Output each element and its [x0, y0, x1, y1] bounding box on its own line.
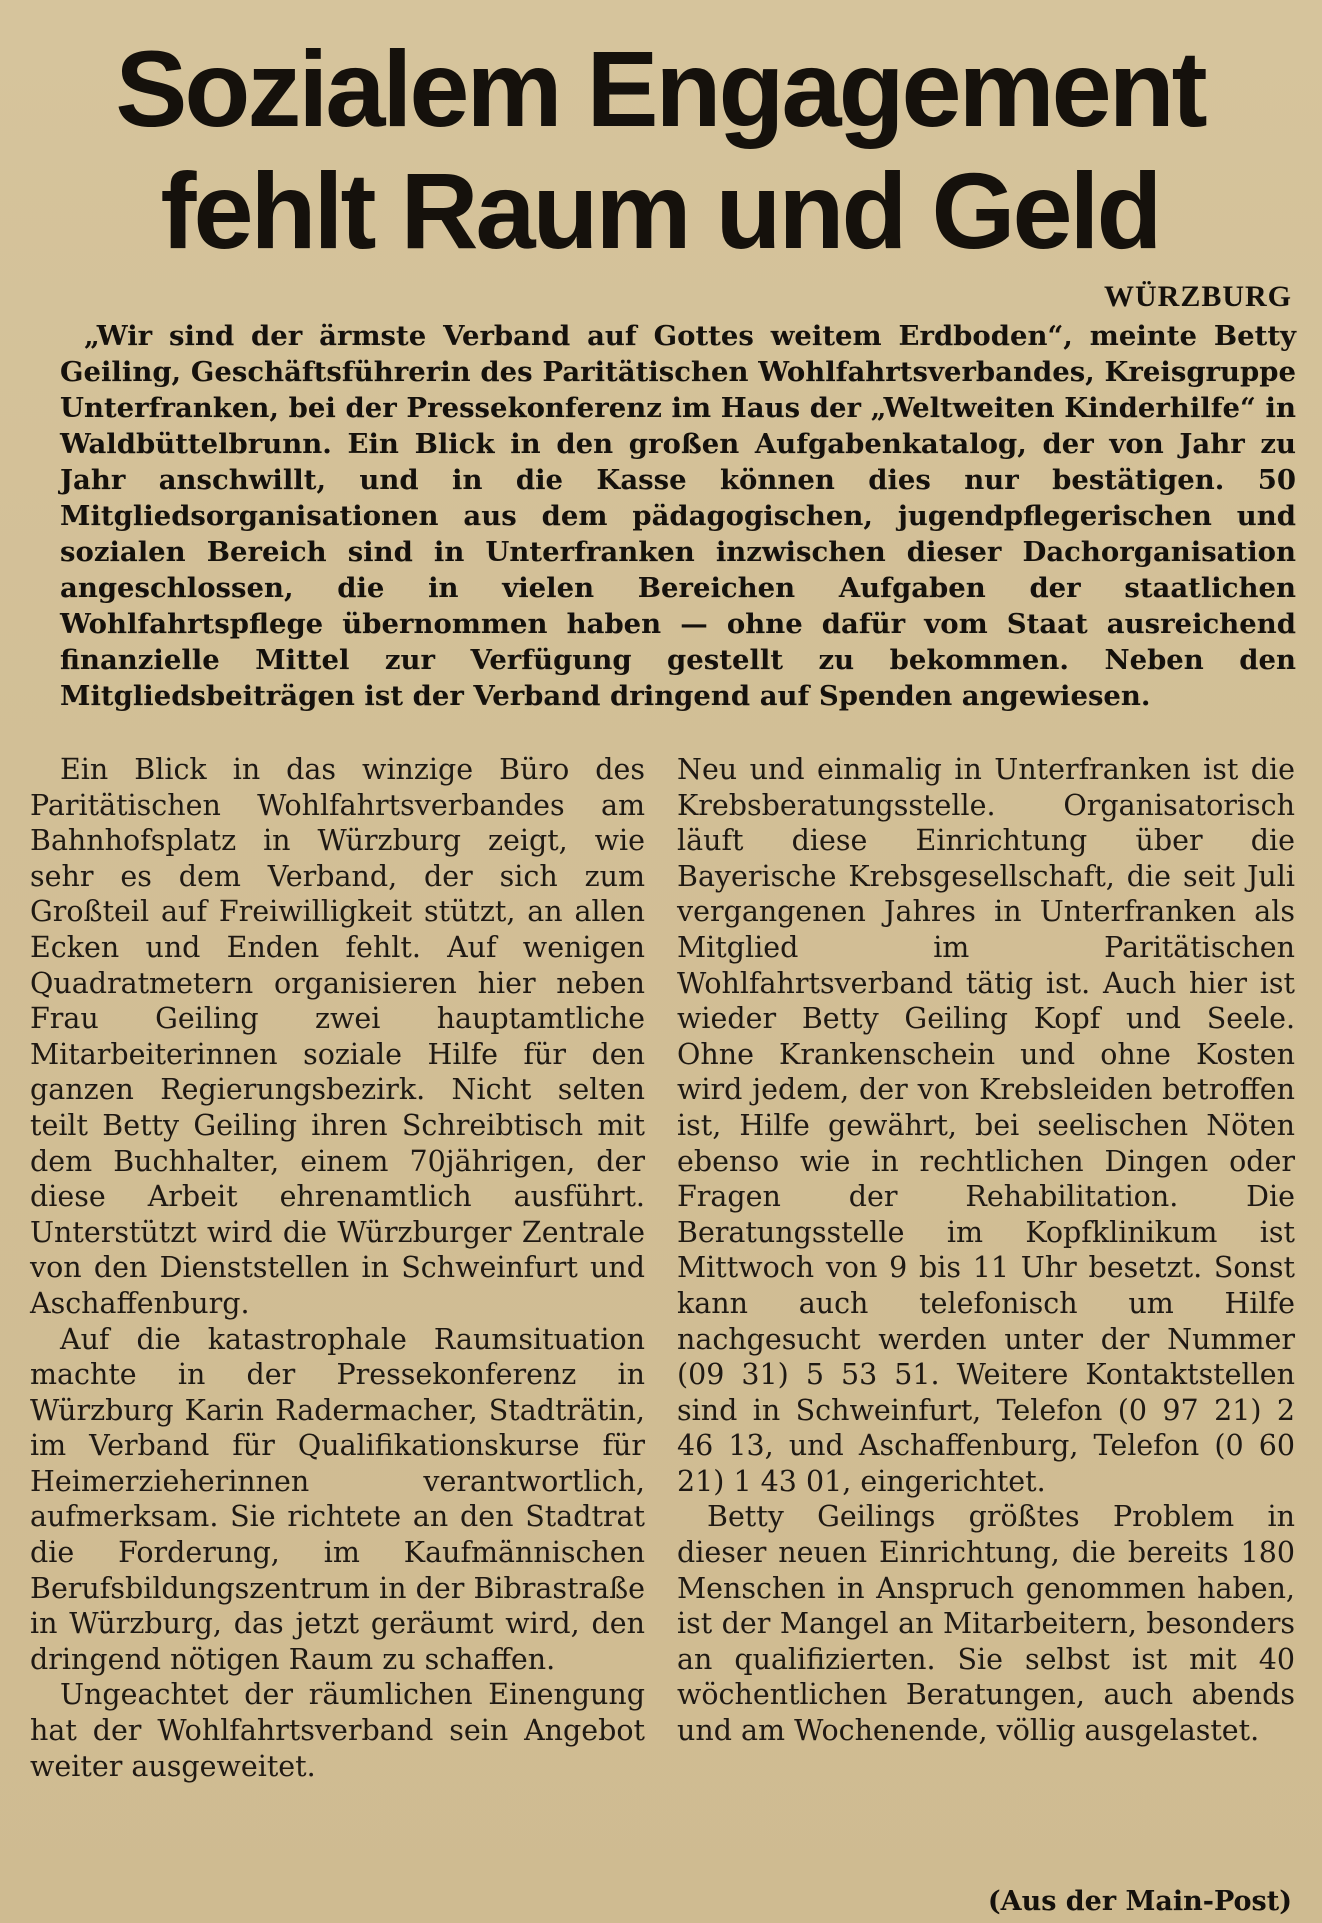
- left-column: [30, 752, 645, 1784]
- body-paragraph: Ungeachtet der räumlichen Einengung hat der Wohlfahrtsverband sein Angebot weiter ausgeweitet.: [30, 1678, 645, 1783]
- lead-paragraph: „Wir sind der ärmste Verband auf Gottes weitem Erdboden“, meinte Betty Geiling, Geschäftsführerin des Paritätischen Wohlfahrtsverbandes, Kreisgruppe Unterfranken, bei der Pressekonferenz im Haus der „Weltweiten Kinderhilfe“ in Waldbüttelbrunn. Ein Blick in den großen Aufgabenkatalog, der von Jahr zu Jahr anschwillt, und in die Kasse können dies nur bestätigen. 50 Mitgliedsorganisationen aus dem pädagogischen, jugendpflegerischen und sozialen Bereich sind in Unterfranken inzwischen dieser Dachorganisation angeschlossen, die in vielen Bereichen Aufgaben der staatlichen Wohlfahrtspflege übernommen haben — ohne dafür vom Staat ausreichend finanzielle Mittel zur Verfügung gestellt zu bekommen. Neben den Mitgliedsbeiträgen ist der Verband dringend auf Spenden angewiesen.: [60, 320, 1296, 712]
- body-paragraph: Ein Blick in das winzige Büro des Paritätischen Wohlfahrtsverbandes am Bahnhofsplatz in Würzburg zeigt, wie sehr es dem Verband, der sich zum Großteil auf Freiwilligkeit stützt, an allen Ecken und Enden fehlt. Auf wenigen Quadratmetern organisieren hier neben Frau Geiling zwei hauptamtliche Mitarbeiterinnen soziale Hilfe für den ganzen Regierungsbezirk. Nicht selten teilt Betty Geiling ihren Schreibtisch mit dem Buchhalter, einem 70jährigen, der diese Arbeit ehrenamtlich ausführt. Unterstützt wird die Würzburger Zentrale von den Dienststellen in Schweinfurt und Aschaffenburg.: [30, 753, 645, 1320]
- body-paragraph: Neu und einmalig in Unterfranken ist die Krebsberatungsstelle. Organisatorisch läuft diese Einrichtung über die Bayerische Krebsgesellschaft, die seit Juli vergangenen Jahres in Unterfranken als Mitglied im Paritätischen Wohlfahrtsverband tätig ist. Auch hier ist wieder Betty Geiling Kopf und Seele. Ohne Krankenschein und ohne Kosten wird jedem, der von Krebsleiden betroffen ist, Hilfe gewährt, bei seelischen Nöten ebenso wie in rechtlichen Dingen oder Fragen der Rehabilitation. Die Beratungsstelle im Kopfklinikum ist Mittwoch von 9 bis 11 Uhr besetzt. Sonst kann auch telefonisch um Hilfe nachgesucht werden unter der Nummer (09 31) 5 53 51. Weitere Kontaktstellen sind in Schweinfurt, Telefon (0 97 21) 2 46 13, und Aschaffenburg, Telefon (0 60 21) 1 43 01, eingerichtet.: [677, 753, 1295, 1498]
- headline: [70, 28, 1250, 272]
- source-credit: (Aus der Main-Post): [987, 1886, 1292, 1917]
- body-paragraph: Auf die katastrophale Raumsituation machte in der Pressekonferenz in Würzburg Karin Radermacher, Stadträtin, im Verband für Qualifikationskurse für Heimerzieherinnen verantwortlich, aufmerksam. Sie richtete an den Stadtrat die Forderung, im Kaufmännischen Berufsbildungszentrum in der Bibrastraße in Würzburg, das jetzt geräumt wird, den dringend nötigen Raum zu schaffen.: [30, 1322, 645, 1676]
- headline-line-2: fehlt Raum und Geld: [160, 150, 1160, 271]
- right-column: [677, 752, 1295, 1749]
- body-paragraph: Betty Geilings größtes Problem in dieser neuen Einrichtung, die bereits 180 Menschen in Anspruch genommen haben, ist der Mangel an Mitarbeitern, besonders an qualifizierten. Sie selbst ist mit 40 wöchentlichen Beratungen, auch abends und am Wochenende, völlig ausgelastet.: [677, 1500, 1295, 1748]
- headline-line-1: Sozialem Engagement: [115, 28, 1205, 149]
- dateline: WÜRZBURG: [1103, 280, 1292, 313]
